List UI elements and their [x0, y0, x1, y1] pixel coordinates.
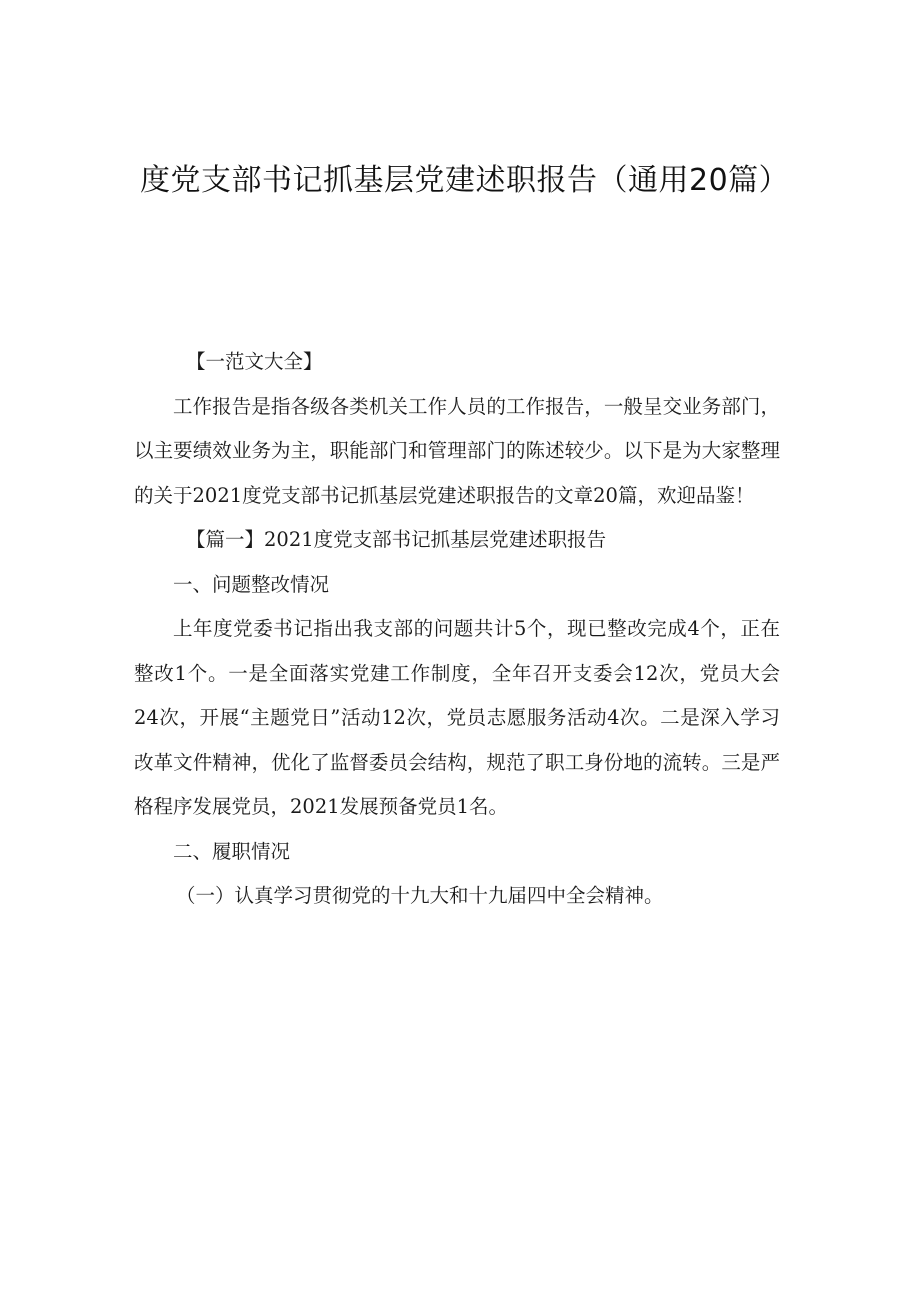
- section-tag: 【一范文大全】: [186, 350, 323, 373]
- intro-paragraph: 工作报告是指各级各类机关工作人员的工作报告，一般呈交业务部门，以主要绩效业务为主，职能部门和管理部门的陈述较少。以下是为大家整理的关于2021度党支部书记抓基层党建述职报告的文章20篇，欢迎品鉴！: [134, 394, 780, 507]
- subheading-problem-rectification: 一、问题整改情况: [173, 572, 330, 596]
- rectification-paragraph: 上年度党委书记指出我支部的问题共计5个，现已整改完成4个，正在整改1个。一是全面落实党建工作制度，全年召开支委会12次，党员大会24次，开展“主题党日”活动12次，党员志愿服务活动4次。二是深入学习改革文件精神，优化了监督委员会结构，规范了职工身份地的流转。三是严格程序发展党员，2021发展预备党员1名。: [134, 617, 780, 818]
- document-body: [134, 340, 780, 919]
- document-title: 度党支部书记抓基层党建述职报告（通用20篇）: [140, 163, 790, 198]
- subheading-duty-performance: 二、履职情况: [173, 839, 291, 863]
- duty-item-1: （一）认真学习贯彻党的十九大和十九届四中全会精神。: [176, 884, 664, 907]
- article-heading: 【篇一】2021度党支部书记抓基层党建述职报告: [186, 528, 607, 551]
